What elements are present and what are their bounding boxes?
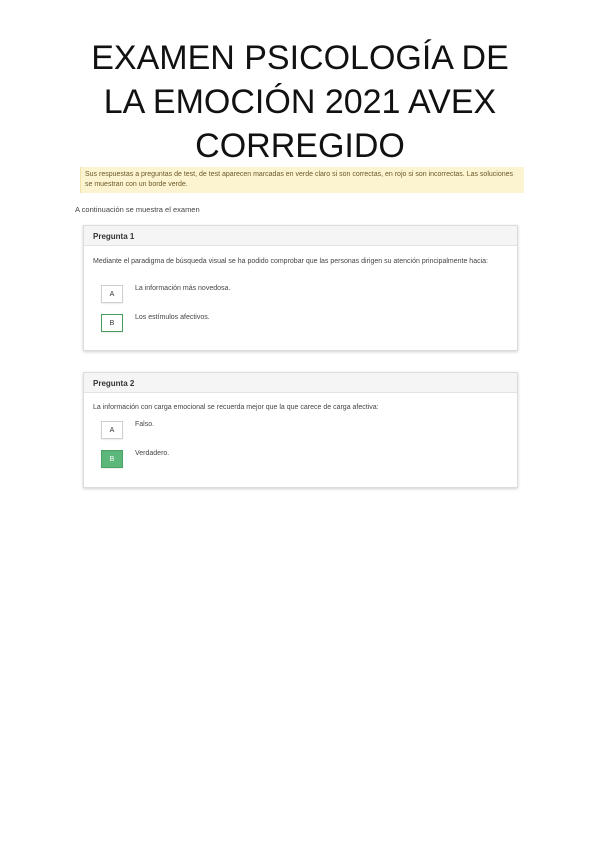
title-line-1: EXAMEN PSICOLOGÍA DE: [91, 39, 509, 77]
option-text: Los estímulos afectivos.: [135, 314, 210, 321]
option-a[interactable]: [101, 421, 501, 439]
question-card-1: [83, 225, 518, 351]
intro-text: A continuación se muestra el examen: [75, 205, 200, 214]
question-text: Mediante el paradigma de búsqueda visual se ha podido comprobar que las personas dirigen su atención principalmente hacia:: [93, 258, 488, 265]
option-b[interactable]: [101, 314, 501, 332]
option-letter-box[interactable]: A: [101, 285, 123, 303]
option-text: Falso.: [135, 421, 155, 428]
option-a[interactable]: [101, 285, 501, 303]
option-text: Verdadero.: [135, 450, 170, 457]
option-letter-box-correct[interactable]: B: [101, 314, 123, 332]
option-b[interactable]: [101, 450, 501, 468]
title-line-3: CORREGIDO: [195, 127, 405, 165]
feedback-notice: [80, 167, 524, 193]
option-text: La información más novedosa.: [135, 285, 231, 292]
option-letter-box[interactable]: A: [101, 421, 123, 439]
notice-text: Sus respuestas a preguntas de test, de test aparecen marcadas en verde claro si son correctas, en rojo si son incorrectas. Las soluciones se muestran con un borde verde.: [85, 171, 514, 188]
question-card-2: [83, 372, 518, 488]
title-line-2: LA EMOCIÓN 2021 AVEX: [103, 83, 497, 121]
document-title: [40, 36, 560, 168]
question-header: Pregunta 2: [84, 373, 517, 393]
question-text: La información con carga emocional se recuerda mejor que la que carece de carga afectiva:: [93, 404, 379, 411]
question-header: Pregunta 1: [84, 226, 517, 246]
option-letter-box-selected-correct[interactable]: B: [101, 450, 123, 468]
